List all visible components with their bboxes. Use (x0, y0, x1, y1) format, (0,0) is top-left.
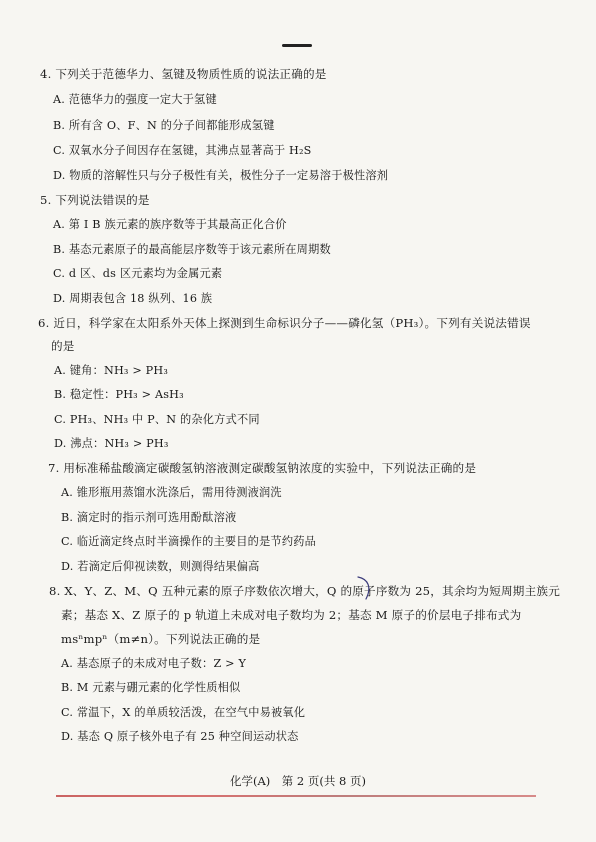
option-a: A. 基态原子的未成对电子数：Z > Y (61, 657, 247, 670)
option-d: D. 基态 Q 原子核外电子有 25 种空间运动状态 (61, 730, 299, 743)
question-stem: 8. X、Y、Z、M、Q 五种元素的原子序数依次增大，Q 的原子序数为 25，其余均为短周期主族元 (49, 584, 560, 598)
option-d: D. 若滴定后仰视读数，则测得结果偏高 (61, 560, 260, 573)
option-a: A. 第 I B 族元素的族序数等于其最高正化合价 (53, 218, 287, 231)
option-a: A. 范德华力的强度一定大于氢键 (53, 93, 217, 106)
option-c: C. 双氧水分子间因存在氢键，其沸点显著高于 H₂S (53, 144, 312, 157)
option-b: B. M 元素与硼元素的化学性质相似 (61, 681, 241, 694)
option-c: C. d 区、ds 区元素均为金属元素 (53, 267, 223, 280)
option-b: B. 所有含 O、F、N 的分子间都能形成氢键 (53, 119, 275, 132)
question-stem: 4. 下列关于范德华力、氢键及物质性质的说法正确的是 (40, 67, 327, 81)
option-a: A. 键角：NH₃ > PH₃ (54, 364, 169, 377)
scan-top-mark (282, 44, 312, 47)
question-stem-cont: msⁿmpⁿ（m≠n）。下列说法正确的是 (61, 632, 261, 646)
handwritten-pen-mark (354, 575, 376, 601)
option-a: A. 锥形瓶用蒸馏水洗涤后，需用待测液润洗 (61, 486, 282, 499)
question-stem: 6. 近日，科学家在太阳系外天体上探测到生命标识分子——磷化氢（PH₃）。下列有关说法错误 (38, 316, 531, 330)
option-d: D. 周期表包含 18 纵列、16 族 (53, 292, 213, 305)
bottom-rule (56, 795, 536, 797)
option-b: B. 稳定性：PH₃ > AsH₃ (54, 388, 184, 401)
option-d: D. 沸点：NH₃ > PH₃ (54, 437, 169, 450)
option-c: C. PH₃、NH₃ 中 P、N 的杂化方式不同 (54, 413, 260, 426)
question-stem: 5. 下列说法错误的是 (40, 193, 150, 207)
question-stem: 7. 用标准稀盐酸滴定碳酸氢钠溶液测定碳酸氢钠浓度的实验中，下列说法正确的是 (48, 461, 477, 475)
option-c: C. 常温下，X 的单质较活泼，在空气中易被氧化 (61, 706, 306, 719)
option-b: B. 基态元素原子的最高能层序数等于该元素所在周期数 (53, 243, 331, 256)
option-d: D. 物质的溶解性只与分子极性有关，极性分子一定易溶于极性溶剂 (53, 169, 389, 182)
page-footer: 化学(A) 第 2 页(共 8 页) (229, 774, 366, 788)
option-c: C. 临近滴定终点时半滴操作的主要目的是节约药品 (61, 535, 317, 548)
question-stem-cont: 素；基态 X、Z 原子的 p 轨道上未成对电子数均为 2；基态 M 原子的价层电子排布式为 (61, 608, 522, 622)
option-b: B. 滴定时的指示剂可选用酚酞溶液 (61, 511, 237, 524)
question-stem-cont: 的是 (51, 339, 75, 353)
